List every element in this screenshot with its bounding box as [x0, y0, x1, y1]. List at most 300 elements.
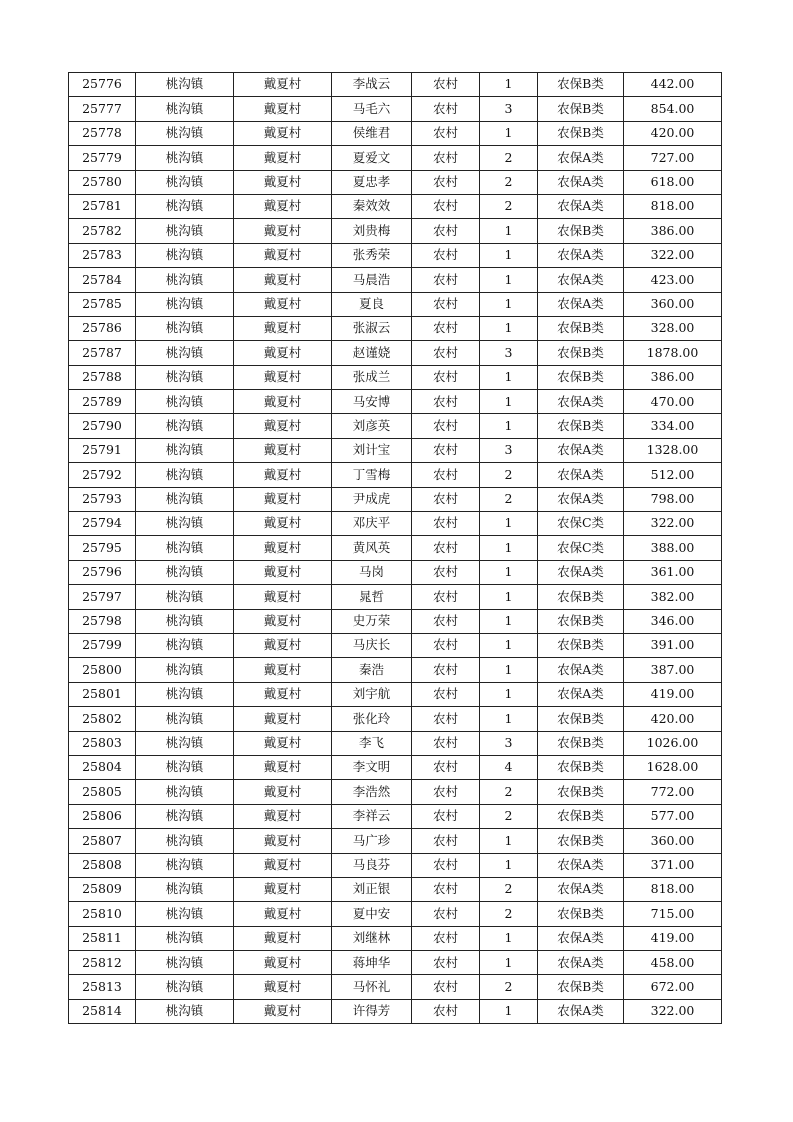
- member-count-cell: 3: [480, 97, 538, 121]
- amount-cell: 442.00: [624, 73, 722, 97]
- serial-number-cell: 25789: [69, 390, 136, 414]
- household-type-cell: 农村: [412, 463, 480, 487]
- insurance-category-cell: 农保B类: [538, 975, 624, 999]
- table-row: [69, 146, 722, 170]
- town-cell: 桃沟镇: [136, 219, 234, 243]
- insurance-category-cell: 农保B类: [538, 121, 624, 145]
- village-cell: 戴夏村: [234, 292, 332, 316]
- village-cell: 戴夏村: [234, 633, 332, 657]
- amount-cell: 322.00: [624, 512, 722, 536]
- member-count-cell: 1: [480, 560, 538, 584]
- household-type-cell: 农村: [412, 73, 480, 97]
- amount-cell: 1026.00: [624, 731, 722, 755]
- insurance-category-cell: 农保A类: [538, 170, 624, 194]
- insurance-category-cell: 农保A类: [538, 463, 624, 487]
- village-cell: 戴夏村: [234, 902, 332, 926]
- member-count-cell: 2: [480, 146, 538, 170]
- village-cell: 戴夏村: [234, 853, 332, 877]
- amount-cell: 470.00: [624, 390, 722, 414]
- serial-number-cell: 25805: [69, 780, 136, 804]
- insurance-category-cell: 农保A类: [538, 438, 624, 462]
- name-cell: 蒋坤华: [332, 951, 412, 975]
- household-type-cell: 农村: [412, 194, 480, 218]
- amount-cell: 1328.00: [624, 438, 722, 462]
- household-type-cell: 农村: [412, 951, 480, 975]
- village-cell: 戴夏村: [234, 609, 332, 633]
- serial-number-cell: 25786: [69, 316, 136, 340]
- household-type-cell: 农村: [412, 877, 480, 901]
- insurance-category-cell: 农保A类: [538, 951, 624, 975]
- insurance-category-cell: 农保B类: [538, 804, 624, 828]
- table-row: [69, 414, 722, 438]
- household-type-cell: 农村: [412, 707, 480, 731]
- village-cell: 戴夏村: [234, 926, 332, 950]
- amount-cell: 334.00: [624, 414, 722, 438]
- town-cell: 桃沟镇: [136, 829, 234, 853]
- insurance-category-cell: 农保B类: [538, 755, 624, 779]
- village-cell: 戴夏村: [234, 682, 332, 706]
- household-type-cell: 农村: [412, 292, 480, 316]
- village-cell: 戴夏村: [234, 97, 332, 121]
- household-type-cell: 农村: [412, 536, 480, 560]
- household-type-cell: 农村: [412, 853, 480, 877]
- amount-cell: 423.00: [624, 268, 722, 292]
- serial-number-cell: 25809: [69, 877, 136, 901]
- serial-number-cell: 25807: [69, 829, 136, 853]
- household-type-cell: 农村: [412, 633, 480, 657]
- household-type-cell: 农村: [412, 170, 480, 194]
- amount-cell: 322.00: [624, 999, 722, 1023]
- town-cell: 桃沟镇: [136, 170, 234, 194]
- insurance-category-cell: 农保B类: [538, 707, 624, 731]
- name-cell: 许得芳: [332, 999, 412, 1023]
- town-cell: 桃沟镇: [136, 682, 234, 706]
- household-type-cell: 农村: [412, 609, 480, 633]
- name-cell: 刘继林: [332, 926, 412, 950]
- town-cell: 桃沟镇: [136, 97, 234, 121]
- serial-number-cell: 25797: [69, 585, 136, 609]
- member-count-cell: 2: [480, 463, 538, 487]
- village-cell: 戴夏村: [234, 341, 332, 365]
- name-cell: 夏中安: [332, 902, 412, 926]
- village-cell: 戴夏村: [234, 316, 332, 340]
- name-cell: 刘正银: [332, 877, 412, 901]
- member-count-cell: 1: [480, 829, 538, 853]
- name-cell: 夏良: [332, 292, 412, 316]
- table-row: [69, 975, 722, 999]
- name-cell: 丁雪梅: [332, 463, 412, 487]
- table-row: [69, 658, 722, 682]
- amount-cell: 388.00: [624, 536, 722, 560]
- town-cell: 桃沟镇: [136, 731, 234, 755]
- table-row: [69, 560, 722, 584]
- village-cell: 戴夏村: [234, 755, 332, 779]
- serial-number-cell: 25812: [69, 951, 136, 975]
- town-cell: 桃沟镇: [136, 463, 234, 487]
- amount-cell: 798.00: [624, 487, 722, 511]
- household-type-cell: 农村: [412, 658, 480, 682]
- serial-number-cell: 25776: [69, 73, 136, 97]
- member-count-cell: 3: [480, 341, 538, 365]
- member-count-cell: 3: [480, 438, 538, 462]
- amount-cell: 1878.00: [624, 341, 722, 365]
- table-row: [69, 512, 722, 536]
- name-cell: 刘宇航: [332, 682, 412, 706]
- member-count-cell: 1: [480, 609, 538, 633]
- member-count-cell: 2: [480, 170, 538, 194]
- name-cell: 尹成虎: [332, 487, 412, 511]
- member-count-cell: 1: [480, 999, 538, 1023]
- name-cell: 夏爱文: [332, 146, 412, 170]
- serial-number-cell: 25783: [69, 243, 136, 267]
- table-row: [69, 390, 722, 414]
- serial-number-cell: 25787: [69, 341, 136, 365]
- insurance-category-cell: 农保B类: [538, 609, 624, 633]
- amount-cell: 818.00: [624, 194, 722, 218]
- member-count-cell: 2: [480, 487, 538, 511]
- member-count-cell: 3: [480, 731, 538, 755]
- insurance-category-cell: 农保B类: [538, 902, 624, 926]
- serial-number-cell: 25781: [69, 194, 136, 218]
- serial-number-cell: 25778: [69, 121, 136, 145]
- village-cell: 戴夏村: [234, 707, 332, 731]
- insurance-category-cell: 农保B类: [538, 73, 624, 97]
- village-cell: 戴夏村: [234, 146, 332, 170]
- insurance-category-cell: 农保B类: [538, 731, 624, 755]
- name-cell: 李浩然: [332, 780, 412, 804]
- town-cell: 桃沟镇: [136, 73, 234, 97]
- serial-number-cell: 25803: [69, 731, 136, 755]
- serial-number-cell: 25814: [69, 999, 136, 1023]
- table-row: [69, 804, 722, 828]
- village-cell: 戴夏村: [234, 829, 332, 853]
- insurance-category-cell: 农保B类: [538, 219, 624, 243]
- serial-number-cell: 25802: [69, 707, 136, 731]
- insurance-category-cell: 农保A类: [538, 560, 624, 584]
- name-cell: 邓庆平: [332, 512, 412, 536]
- household-type-cell: 农村: [412, 121, 480, 145]
- insurance-category-cell: 农保A类: [538, 487, 624, 511]
- amount-cell: 672.00: [624, 975, 722, 999]
- village-cell: 戴夏村: [234, 438, 332, 462]
- serial-number-cell: 25804: [69, 755, 136, 779]
- table-row: [69, 365, 722, 389]
- household-type-cell: 农村: [412, 731, 480, 755]
- name-cell: 张化玲: [332, 707, 412, 731]
- amount-cell: 577.00: [624, 804, 722, 828]
- insurance-category-cell: 农保A类: [538, 682, 624, 706]
- village-cell: 戴夏村: [234, 731, 332, 755]
- town-cell: 桃沟镇: [136, 487, 234, 511]
- household-type-cell: 农村: [412, 560, 480, 584]
- town-cell: 桃沟镇: [136, 438, 234, 462]
- table-row: [69, 243, 722, 267]
- amount-cell: 391.00: [624, 633, 722, 657]
- table-row: [69, 219, 722, 243]
- amount-cell: 386.00: [624, 219, 722, 243]
- name-cell: 李战云: [332, 73, 412, 97]
- name-cell: 秦浩: [332, 658, 412, 682]
- name-cell: 马怀礼: [332, 975, 412, 999]
- serial-number-cell: 25782: [69, 219, 136, 243]
- table-row: [69, 268, 722, 292]
- serial-number-cell: 25796: [69, 560, 136, 584]
- insurance-category-cell: 农保A类: [538, 853, 624, 877]
- table-row: [69, 853, 722, 877]
- household-type-cell: 农村: [412, 999, 480, 1023]
- household-type-cell: 农村: [412, 268, 480, 292]
- town-cell: 桃沟镇: [136, 243, 234, 267]
- town-cell: 桃沟镇: [136, 341, 234, 365]
- town-cell: 桃沟镇: [136, 585, 234, 609]
- household-type-cell: 农村: [412, 390, 480, 414]
- household-type-cell: 农村: [412, 780, 480, 804]
- insurance-category-cell: 农保A类: [538, 999, 624, 1023]
- insurance-category-cell: 农保A类: [538, 877, 624, 901]
- member-count-cell: 1: [480, 121, 538, 145]
- serial-number-cell: 25792: [69, 463, 136, 487]
- name-cell: 马广珍: [332, 829, 412, 853]
- household-type-cell: 农村: [412, 341, 480, 365]
- insurance-category-cell: 农保B类: [538, 414, 624, 438]
- member-count-cell: 2: [480, 902, 538, 926]
- amount-cell: 328.00: [624, 316, 722, 340]
- town-cell: 桃沟镇: [136, 121, 234, 145]
- village-cell: 戴夏村: [234, 414, 332, 438]
- amount-cell: 715.00: [624, 902, 722, 926]
- table-row: [69, 73, 722, 97]
- table-row: [69, 97, 722, 121]
- name-cell: 黄风英: [332, 536, 412, 560]
- beneficiary-table: [68, 72, 722, 1024]
- village-cell: 戴夏村: [234, 390, 332, 414]
- insurance-category-cell: 农保C类: [538, 536, 624, 560]
- village-cell: 戴夏村: [234, 560, 332, 584]
- amount-cell: 360.00: [624, 292, 722, 316]
- insurance-category-cell: 农保A类: [538, 268, 624, 292]
- town-cell: 桃沟镇: [136, 194, 234, 218]
- serial-number-cell: 25799: [69, 633, 136, 657]
- name-cell: 马庆长: [332, 633, 412, 657]
- household-type-cell: 农村: [412, 585, 480, 609]
- table-row: [69, 951, 722, 975]
- member-count-cell: 2: [480, 975, 538, 999]
- amount-cell: 727.00: [624, 146, 722, 170]
- household-type-cell: 农村: [412, 243, 480, 267]
- household-type-cell: 农村: [412, 804, 480, 828]
- name-cell: 张成兰: [332, 365, 412, 389]
- amount-cell: 618.00: [624, 170, 722, 194]
- town-cell: 桃沟镇: [136, 975, 234, 999]
- village-cell: 戴夏村: [234, 999, 332, 1023]
- table-row: [69, 170, 722, 194]
- town-cell: 桃沟镇: [136, 390, 234, 414]
- amount-cell: 772.00: [624, 780, 722, 804]
- name-cell: 马晨浩: [332, 268, 412, 292]
- serial-number-cell: 25808: [69, 853, 136, 877]
- member-count-cell: 2: [480, 780, 538, 804]
- village-cell: 戴夏村: [234, 658, 332, 682]
- town-cell: 桃沟镇: [136, 146, 234, 170]
- town-cell: 桃沟镇: [136, 951, 234, 975]
- amount-cell: 360.00: [624, 829, 722, 853]
- name-cell: 李文明: [332, 755, 412, 779]
- amount-cell: 361.00: [624, 560, 722, 584]
- name-cell: 刘贵梅: [332, 219, 412, 243]
- amount-cell: 458.00: [624, 951, 722, 975]
- village-cell: 戴夏村: [234, 73, 332, 97]
- member-count-cell: 1: [480, 682, 538, 706]
- insurance-category-cell: 农保A类: [538, 146, 624, 170]
- member-count-cell: 1: [480, 73, 538, 97]
- name-cell: 李飞: [332, 731, 412, 755]
- table-body: [69, 73, 722, 1024]
- village-cell: 戴夏村: [234, 512, 332, 536]
- member-count-cell: 1: [480, 707, 538, 731]
- household-type-cell: 农村: [412, 487, 480, 511]
- village-cell: 戴夏村: [234, 365, 332, 389]
- town-cell: 桃沟镇: [136, 560, 234, 584]
- table-row: [69, 633, 722, 657]
- member-count-cell: 1: [480, 536, 538, 560]
- insurance-category-cell: 农保A类: [538, 292, 624, 316]
- village-cell: 戴夏村: [234, 487, 332, 511]
- household-type-cell: 农村: [412, 682, 480, 706]
- serial-number-cell: 25788: [69, 365, 136, 389]
- name-cell: 马毛六: [332, 97, 412, 121]
- household-type-cell: 农村: [412, 438, 480, 462]
- member-count-cell: 2: [480, 804, 538, 828]
- town-cell: 桃沟镇: [136, 609, 234, 633]
- name-cell: 侯维君: [332, 121, 412, 145]
- household-type-cell: 农村: [412, 902, 480, 926]
- village-cell: 戴夏村: [234, 585, 332, 609]
- town-cell: 桃沟镇: [136, 926, 234, 950]
- amount-cell: 818.00: [624, 877, 722, 901]
- town-cell: 桃沟镇: [136, 292, 234, 316]
- serial-number-cell: 25777: [69, 97, 136, 121]
- serial-number-cell: 25813: [69, 975, 136, 999]
- town-cell: 桃沟镇: [136, 707, 234, 731]
- table-row: [69, 585, 722, 609]
- table-row: [69, 755, 722, 779]
- serial-number-cell: 25780: [69, 170, 136, 194]
- village-cell: 戴夏村: [234, 463, 332, 487]
- insurance-category-cell: 农保B类: [538, 365, 624, 389]
- member-count-cell: 1: [480, 658, 538, 682]
- village-cell: 戴夏村: [234, 804, 332, 828]
- member-count-cell: 1: [480, 292, 538, 316]
- amount-cell: 1628.00: [624, 755, 722, 779]
- household-type-cell: 农村: [412, 926, 480, 950]
- village-cell: 戴夏村: [234, 951, 332, 975]
- member-count-cell: 1: [480, 365, 538, 389]
- amount-cell: 512.00: [624, 463, 722, 487]
- table-row: [69, 438, 722, 462]
- household-type-cell: 农村: [412, 146, 480, 170]
- name-cell: 张淑云: [332, 316, 412, 340]
- name-cell: 马良芬: [332, 853, 412, 877]
- table-row: [69, 463, 722, 487]
- serial-number-cell: 25794: [69, 512, 136, 536]
- household-type-cell: 农村: [412, 316, 480, 340]
- table-row: [69, 999, 722, 1023]
- household-type-cell: 农村: [412, 97, 480, 121]
- insurance-category-cell: 农保B类: [538, 780, 624, 804]
- insurance-category-cell: 农保B类: [538, 633, 624, 657]
- member-count-cell: 1: [480, 268, 538, 292]
- household-type-cell: 农村: [412, 755, 480, 779]
- household-type-cell: 农村: [412, 975, 480, 999]
- member-count-cell: 1: [480, 926, 538, 950]
- amount-cell: 854.00: [624, 97, 722, 121]
- member-count-cell: 1: [480, 951, 538, 975]
- household-type-cell: 农村: [412, 512, 480, 536]
- amount-cell: 371.00: [624, 853, 722, 877]
- name-cell: 刘计宝: [332, 438, 412, 462]
- table-row: [69, 194, 722, 218]
- member-count-cell: 1: [480, 853, 538, 877]
- town-cell: 桃沟镇: [136, 268, 234, 292]
- town-cell: 桃沟镇: [136, 658, 234, 682]
- town-cell: 桃沟镇: [136, 633, 234, 657]
- insurance-category-cell: 农保A类: [538, 390, 624, 414]
- insurance-category-cell: 农保B类: [538, 316, 624, 340]
- insurance-category-cell: 农保B类: [538, 97, 624, 121]
- name-cell: 马岗: [332, 560, 412, 584]
- town-cell: 桃沟镇: [136, 536, 234, 560]
- village-cell: 戴夏村: [234, 170, 332, 194]
- village-cell: 戴夏村: [234, 219, 332, 243]
- insurance-category-cell: 农保B类: [538, 585, 624, 609]
- amount-cell: 420.00: [624, 121, 722, 145]
- table-row: [69, 780, 722, 804]
- amount-cell: 419.00: [624, 682, 722, 706]
- table-row: [69, 292, 722, 316]
- member-count-cell: 1: [480, 585, 538, 609]
- table-row: [69, 536, 722, 560]
- town-cell: 桃沟镇: [136, 804, 234, 828]
- amount-cell: 386.00: [624, 365, 722, 389]
- serial-number-cell: 25779: [69, 146, 136, 170]
- name-cell: 赵谨娆: [332, 341, 412, 365]
- table-row: [69, 682, 722, 706]
- table-row: [69, 877, 722, 901]
- serial-number-cell: 25784: [69, 268, 136, 292]
- name-cell: 史万荣: [332, 609, 412, 633]
- village-cell: 戴夏村: [234, 780, 332, 804]
- insurance-category-cell: 农保A类: [538, 243, 624, 267]
- member-count-cell: 1: [480, 316, 538, 340]
- table-row: [69, 707, 722, 731]
- insurance-category-cell: 农保B类: [538, 341, 624, 365]
- table-row: [69, 902, 722, 926]
- serial-number-cell: 25811: [69, 926, 136, 950]
- serial-number-cell: 25806: [69, 804, 136, 828]
- insurance-category-cell: 农保C类: [538, 512, 624, 536]
- table-row: [69, 829, 722, 853]
- serial-number-cell: 25800: [69, 658, 136, 682]
- table-row: [69, 341, 722, 365]
- member-count-cell: 1: [480, 219, 538, 243]
- member-count-cell: 2: [480, 194, 538, 218]
- amount-cell: 387.00: [624, 658, 722, 682]
- household-type-cell: 农村: [412, 414, 480, 438]
- table-row: [69, 609, 722, 633]
- table-row: [69, 731, 722, 755]
- member-count-cell: 4: [480, 755, 538, 779]
- table-row: [69, 487, 722, 511]
